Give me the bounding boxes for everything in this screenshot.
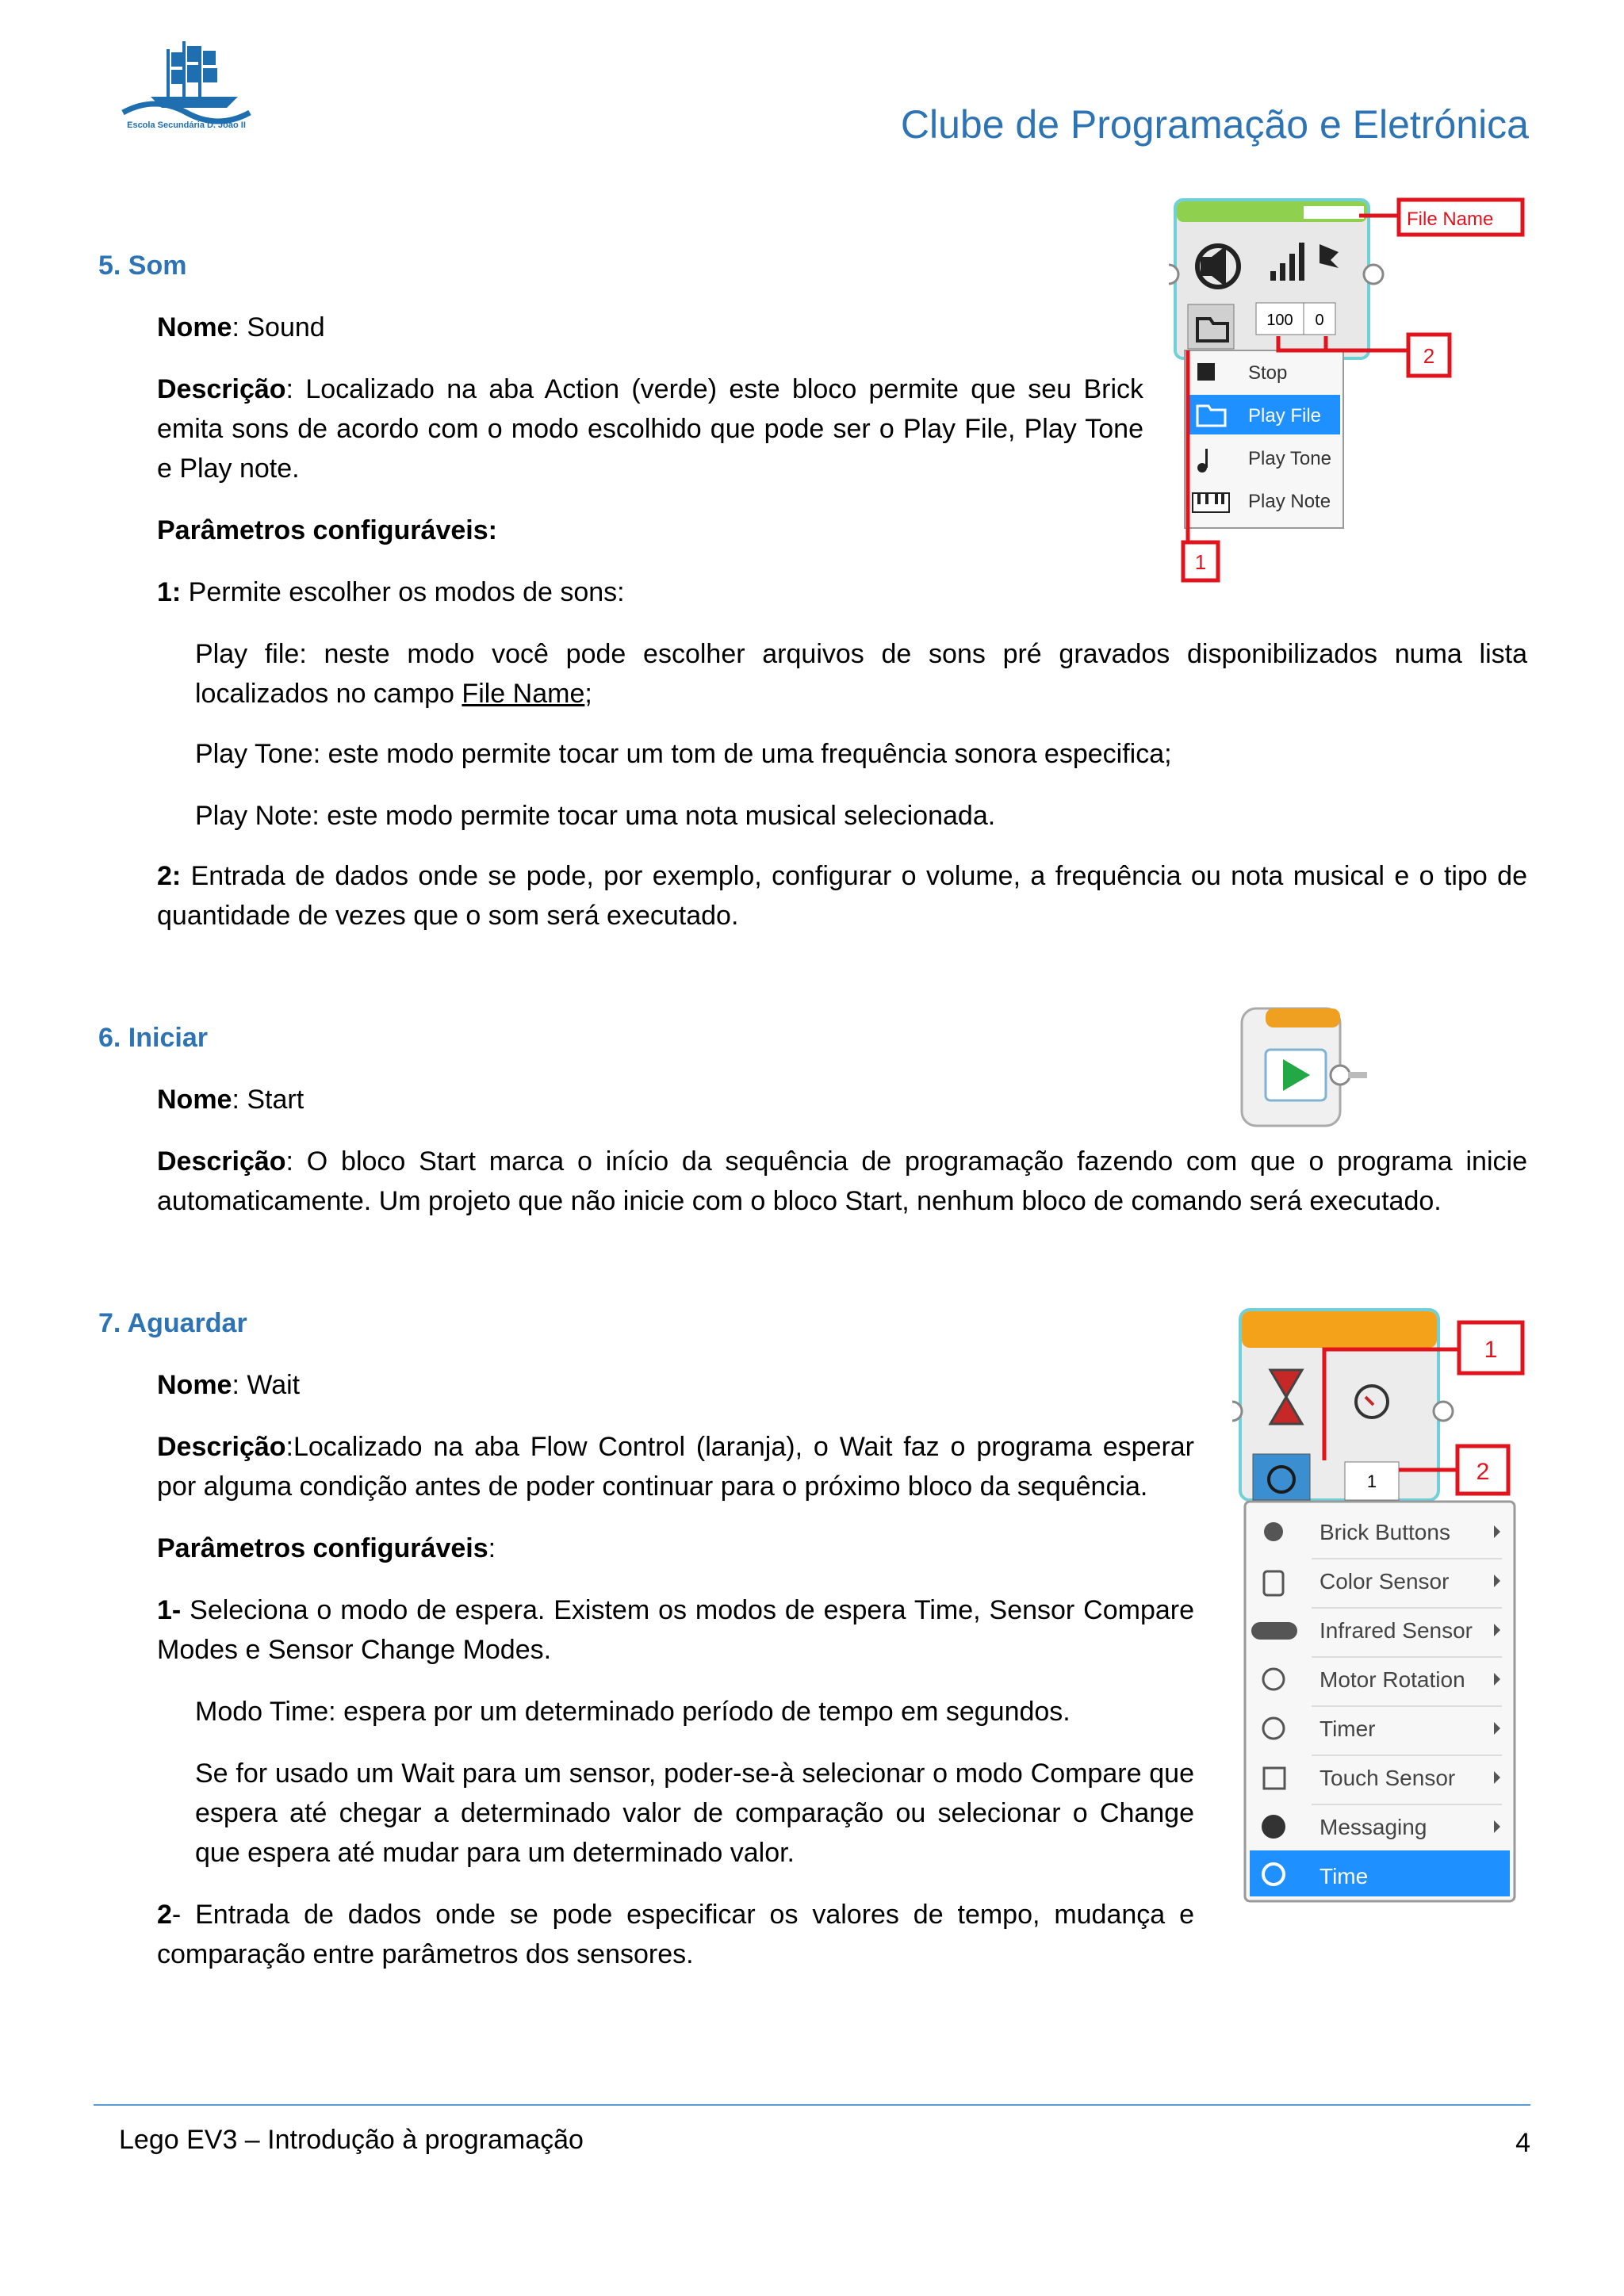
aguardar-param-1 (157, 1590, 1194, 1670)
param-2-label: 2 (157, 1900, 172, 1930)
menu-item-time[interactable]: Time (1320, 1864, 1369, 1888)
menu-item-color-sensor[interactable]: Color Sensor (1320, 1569, 1450, 1594)
som-play-tone: Play Tone: este modo permite tocar um tom de uma frequência sonora especifica; (195, 739, 1172, 769)
nome-value: : Start (232, 1085, 304, 1115)
start-block-figure (1237, 1004, 1372, 1131)
callout-1: 1 (1194, 550, 1207, 574)
volume-value: 100 (1266, 312, 1293, 329)
play-file-text: Play file: neste modo você pode escolher arquivos de sons pré gravados disponibilizados numa lista localizados no campo (195, 639, 1527, 709)
section-heading-aguardar: 7. Aguardar (98, 1308, 247, 1338)
menu-item-infrared-sensor[interactable]: Infrared Sensor (1320, 1618, 1473, 1643)
som-param-2 (157, 856, 1527, 936)
aguardar-param-2 (157, 1895, 1194, 1974)
menu-item-messaging[interactable]: Messaging (1320, 1815, 1427, 1839)
som-play-file (195, 634, 1527, 714)
menu-item-stop[interactable]: Stop (1248, 362, 1288, 384)
sound-block-figure (1169, 195, 1526, 591)
stop-icon (1197, 363, 1215, 381)
callout-2: 2 (1476, 1459, 1490, 1485)
parametros-label: Parâmetros configuráveis: (157, 515, 497, 545)
aguardar-nome (157, 1365, 300, 1405)
parametros-colon: : (488, 1533, 496, 1563)
parametros-label: Parâmetros configuráveis (157, 1533, 488, 1563)
param-1-label: 1- (157, 1595, 182, 1625)
aguardar-parametros-label (157, 1529, 496, 1568)
header-title: Clube de Programação e Eletrónica (900, 102, 1529, 147)
aguardar-modo-time: Modo Time: espera por um determinado período de tempo em segundos. (195, 1697, 1071, 1727)
menu-item-play-tone[interactable]: Play Tone (1248, 448, 1331, 469)
aguardar-sensor-text: Se for usado um Wait para um sensor, poder-se-à selecionar o modo Compare que espera até chegar a determinado valor de comparação ou selecionar o Change que espera até mudar para um determinado valor. (195, 1758, 1194, 1868)
callout-2: 2 (1423, 344, 1435, 368)
type-value: 0 (1315, 312, 1324, 329)
param-1-text: Seleciona o modo de espera. Existem os modos de espera Time, Sensor Compare Modes e Sensor Change Modes. (157, 1595, 1194, 1665)
param-2-label: 2: (157, 861, 182, 891)
som-nome (157, 308, 325, 347)
nome-label: Nome (157, 312, 232, 342)
callout-1: 1 (1484, 1337, 1498, 1363)
descricao-label: Descrição (157, 1432, 286, 1462)
nome-value: : Sound (232, 312, 325, 342)
descricao-text: : O bloco Start marca o início da sequência de programação fazendo com que o programa inicie automaticamente. Um projeto que não inicie com o bloco Start, nenhum bloco de comando será executado. (157, 1146, 1527, 1216)
bluetooth-icon (1262, 1815, 1285, 1839)
menu-item-touch-sensor[interactable]: Touch Sensor (1320, 1766, 1456, 1790)
param-2-text: - Entrada de dados onde se pode especificar os valores de tempo, mudança e comparação entre parâmetros dos sensores. (157, 1900, 1194, 1969)
som-parametros-label (157, 511, 497, 550)
menu-item-brick-buttons[interactable]: Brick Buttons (1320, 1520, 1450, 1544)
file-name-link: File Name (462, 679, 585, 709)
menu-item-play-note[interactable]: Play Note (1248, 491, 1331, 512)
nome-label: Nome (157, 1370, 232, 1400)
som-descricao (157, 369, 1143, 488)
menu-item-motor-rotation[interactable]: Motor Rotation (1320, 1667, 1465, 1692)
footer-divider (94, 2104, 1530, 2106)
aguardar-descricao (157, 1427, 1194, 1506)
descricao-text: : Localizado na aba Action (verde) este bloco permite que seu Brick emita sons de acordo com o modo escolhido que pode ser o Play File, Play Tone e Play note. (157, 374, 1143, 484)
section-heading-iniciar: 6. Iniciar (98, 1023, 208, 1053)
descricao-text: :Localizado na aba Flow Control (laranja), o Wait faz o programa esperar por alguma condição antes de poder continuar para o próximo bloco da sequência. (157, 1432, 1194, 1502)
wait-block-figure (1232, 1307, 1526, 1909)
iniciar-descricao (157, 1142, 1527, 1221)
infrared-sensor-icon (1251, 1622, 1297, 1640)
descricao-label: Descrição (157, 1146, 286, 1177)
menu-item-play-file[interactable]: Play File (1248, 405, 1322, 427)
file-name-callout: File Name (1407, 209, 1494, 230)
logo-caption: Escola Secundária D. João II (127, 121, 246, 130)
param-1-label: 1: (157, 577, 182, 607)
nome-label: Nome (157, 1085, 232, 1115)
footer-title: Lego EV3 – Introdução à programação (119, 2125, 584, 2155)
descricao-label: Descrição (157, 374, 286, 404)
play-file-end: ; (584, 679, 592, 709)
param-2-text: Entrada de dados onde se pode, por exemplo, configurar o volume, a frequência ou nota musical e o tipo de quantidade de vezes que o som será executado. (157, 861, 1527, 931)
som-param-1 (157, 572, 625, 612)
wait-value: 1 (1366, 1471, 1377, 1491)
iniciar-nome (157, 1080, 304, 1119)
menu-item-timer[interactable]: Timer (1320, 1716, 1376, 1741)
page-number: 4 (1515, 2128, 1530, 2158)
nome-value: : Wait (232, 1370, 301, 1400)
param-1-text: Permite escolher os modos de sons: (181, 577, 625, 607)
section-heading-som: 5. Som (98, 251, 187, 281)
som-play-note: Play Note: este modo permite tocar uma nota musical selecionada. (195, 801, 996, 831)
brick-buttons-icon (1264, 1522, 1283, 1541)
